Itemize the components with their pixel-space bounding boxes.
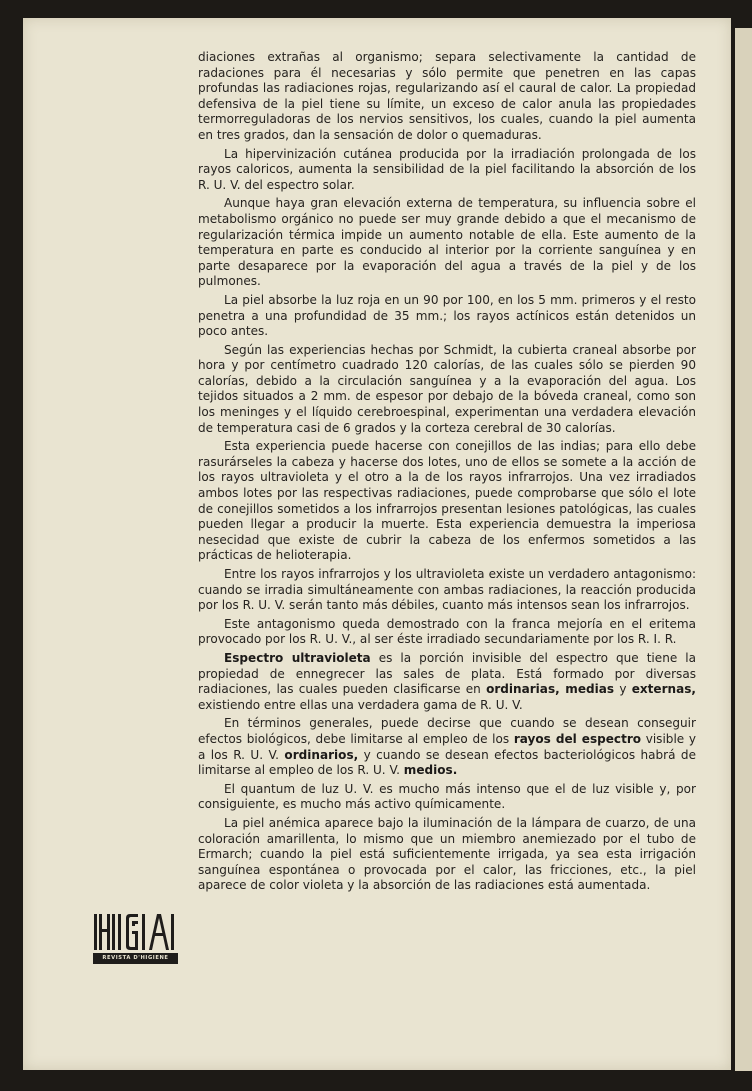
logo-subtitle-band: REVISTA D'HIGIENE bbox=[93, 953, 178, 964]
bold-term: ordinarios, bbox=[284, 747, 359, 762]
paragraph-text: existiendo entre ellas una verdadera gama de R. U. V. bbox=[198, 697, 523, 712]
bold-term: Espectro ultravioleta bbox=[224, 650, 371, 665]
body-paragraph bbox=[198, 343, 696, 437]
paragraph-text: es la porción invisible del espectro que tiene la propiedad de ennegrecer las sales de plata. Está formado por diversas radiaciones, las cuales pueden clasificarse en bbox=[198, 650, 696, 697]
bold-term: medios. bbox=[403, 763, 458, 778]
paragraph-text: Aunque haya gran elevación externa de temperatura, su influencia sobre el metabolismo orgánico no puede ser muy grande debido a que el mecanismo de regularización térmica impide un aumento notable de ella. Este aumento de la temperatura en parte es conducido al interior por la corriente sanguínea y en parte desaparece por la evaporación del agua a través de la piel y de los pulmones. bbox=[198, 196, 696, 289]
body-paragraph bbox=[198, 782, 696, 813]
adjacent-page-edge bbox=[735, 28, 752, 1071]
bold-term: ordinarias, medias bbox=[486, 682, 615, 697]
paragraph-text: La piel absorbe la luz roja en un 90 por 100, en los 5 mm. primeros y el resto penetra a una profundidad de 35 mm.; los rayos actínicos están detenidos un poco antes. bbox=[198, 292, 696, 339]
body-paragraph bbox=[198, 617, 696, 648]
body-paragraph bbox=[198, 293, 696, 340]
bold-term: rayos del espectro bbox=[513, 731, 642, 746]
body-paragraph bbox=[198, 816, 696, 894]
paragraph-text: En términos generales, puede decirse que cuando se desean conseguir efectos biológicos, debe limitarse al empleo de los bbox=[198, 716, 696, 746]
higia-logo bbox=[93, 912, 178, 964]
bold-term: externas, bbox=[631, 682, 696, 697]
paragraph-text: y bbox=[614, 682, 632, 697]
body-paragraph bbox=[198, 50, 696, 144]
body-paragraph bbox=[198, 567, 696, 614]
paragraph-text: visible y a los R. U. V. bbox=[198, 731, 696, 762]
paragraph-text: Esta experiencia puede hacerse con conejillos de las indias; para ello debe rasurárseles la cabeza y hacerse dos lotes, uno de ellos se somete a la acción de los rayos ultravioleta y el otro a la de los rayos infrarrojos. Una vez irradiados ambos lotes por las respectivas radiaciones, puede comprobarse que sólo el lote de conejillos sometidos a los infrarrojos presentan lesiones patológicas, las cuales pueden llegar a producir la muerte. Esta experiencia demuestra la imperiosa nesecidad que existe de cubrir la cabeza de los enfermos sometidos a las prácticas de helioterapia. bbox=[198, 439, 696, 563]
body-paragraph bbox=[198, 651, 696, 713]
body-paragraph bbox=[198, 147, 696, 194]
body-paragraph bbox=[198, 439, 696, 564]
paragraph-text: La piel anémica aparece bajo la iluminación de la lámpara de cuarzo, de una coloración amarillenta, lo mismo que un miembro anemiezado por el tubo de Ermarch; cuando la piel está suficientemente irrigada, ya sea esta irrigación sanguínea espontánea o provocada por el calor, las fricciones, etc., la piel aparece de color violeta y la absorción de las radiaciones está aumentada. bbox=[198, 815, 696, 893]
body-paragraph bbox=[198, 196, 696, 290]
paragraph-text: y cuando se desean efectos bacteriológicos habrá de limitarse al empleo de los R. U. V. bbox=[198, 747, 696, 778]
paragraph-text: El quantum de luz U. V. es mucho más intenso que el de luz visible y, por consiguiente, es mucho más activo químicamente. bbox=[198, 781, 696, 812]
body-paragraph bbox=[198, 716, 696, 778]
paragraph-text: La hipervinización cutánea producida por la irradiación prolongada de los rayos caloricos, aumenta la sensibilidad de la piel facilitando la absorción de los R. U. V. del espectro solar. bbox=[198, 146, 696, 192]
higia-wordmark-icon bbox=[93, 912, 178, 952]
paragraph-text: Según las experiencias hechas por Schmidt, la cubierta craneal absorbe por hora y por centímetro cuadrado 120 calorías, de las cuales sólo se pierden 90 calorías, debido a la circulación sanguínea y a la evaporación del agua. Los tejidos situados a 2 mm. de espesor por debajo de la bóveda craneal, como son los meninges y el líquido cerebroespinal, experimentan una verdadera elevación de temperatura casi de 6 grados y la corteza cerebral de 30 calorías. bbox=[198, 342, 696, 435]
paragraph-text: Entre los rayos infrarrojos y los ultravioleta existe un verdadero antagonismo: cuando se irradia simultáneamente con ambas radiaciones, la reacción producida por los R. U. V. serán tanto más débiles, cuanto más intensos sean los infrarrojos. bbox=[198, 567, 696, 613]
article-body bbox=[198, 50, 696, 897]
paragraph-text: diaciones extrañas al organismo; separa selectivamente la cantidad de radaciones para él necesarias y sólo permite que penetren en las capas profundas las radiaciones rojas, regularizando así el caural de calor. La propiedad defensiva de la piel tiene su límite, un exceso de calor anula las propiedades termorreguladoras de los nervios sensitivos, los cuales, cuando la piel aumenta en tres grados, dan la sensación de dolor o quemaduras. bbox=[198, 50, 696, 142]
paragraph-text: Este antagonismo queda demostrado con la franca mejoría en el eritema provocado por los R. U. V., al ser éste irradiado secundariamente por los R. I. R. bbox=[198, 616, 696, 647]
